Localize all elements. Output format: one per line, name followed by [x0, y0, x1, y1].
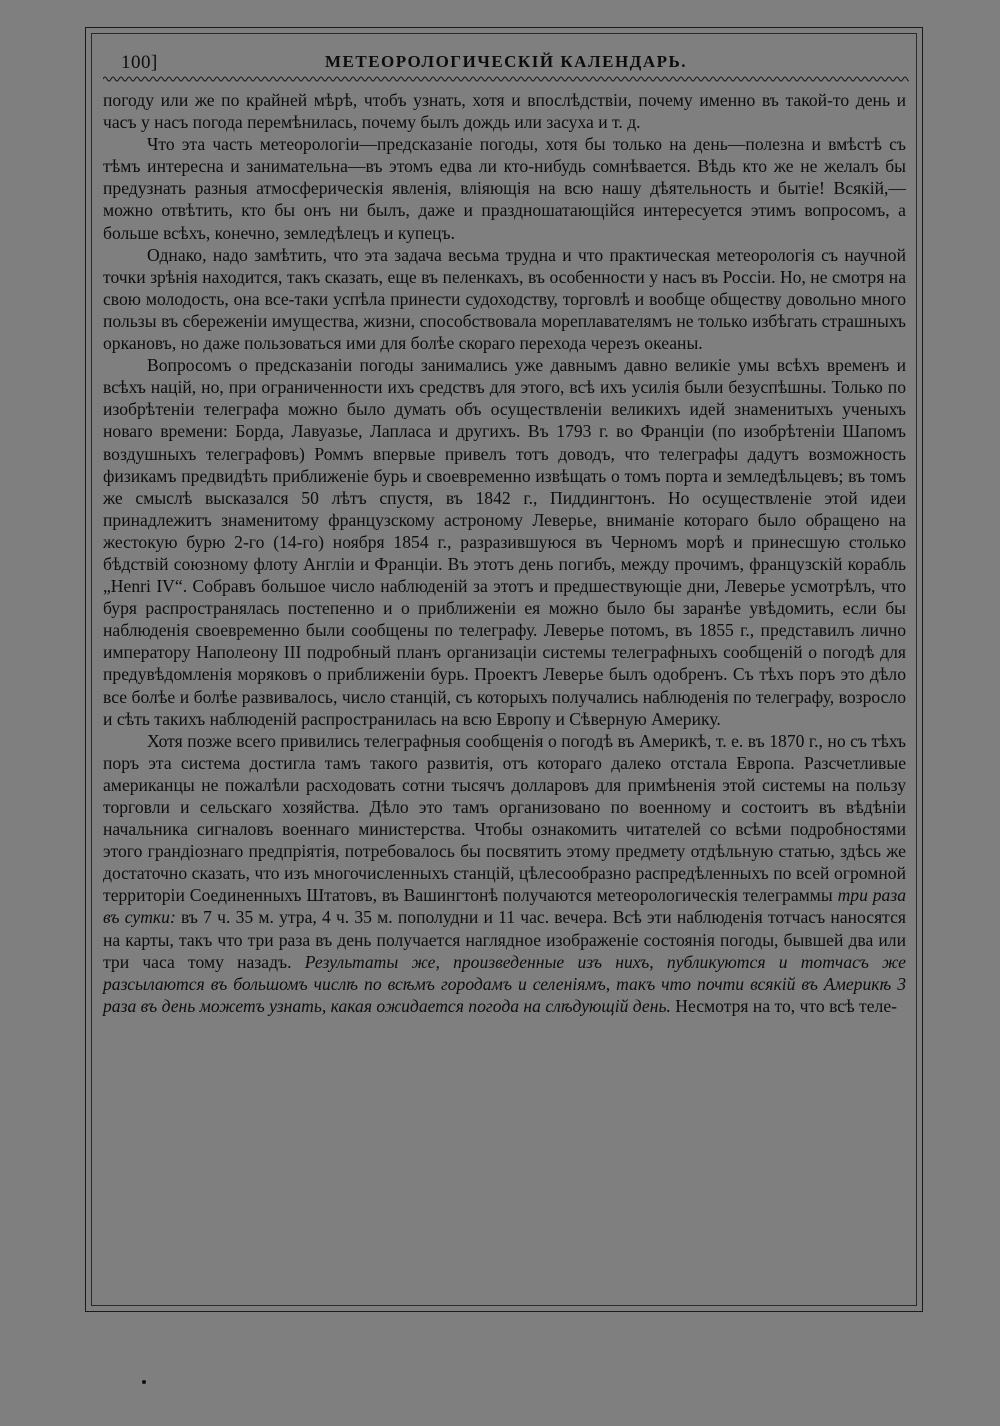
paragraph: Вопросомъ о предсказаніи погоды занимались уже давнымъ давно великіе умы всѣхъ временъ и всѣхъ націй, но, при ограниченности ихъ средствъ для этого, всѣ ихъ усилія были безуспѣшны. Только по изобрѣтеніи телеграфа можно было думать объ осуществленіи великихъ идей знаменитыхъ ученыхъ новаго времени: Борда, Лавуазье, Лапласа и другихъ. Въ 1793 г. во Франціи (по изобрѣтеніи Шапомъ воздушныхъ телеграфовъ) Роммъ впервые привелъ тотъ доводъ, что телеграфы дадутъ возможность физикамъ предвидѣть приближеніе бурь и своевременно извѣщать о томъ порта и земледѣльцевъ; въ томъ же смыслѣ высказался 50 лѣтъ спустя, въ 1842 г., Пиддингтонъ. Но осуществленіе этой идеи принадлежитъ знаменитому французскому астроному Леверье, вниманіе котораго было обращено на жестокую бурю 2-го (14-го) ноября 1854 г., разразившуюся въ Черномъ морѣ и принесшую столько бѣдствій союзному флоту Англіи и Франціи. Въ этотъ день погибъ, между прочимъ, французскій корабль „Henri IV“. Собравъ большое число наблюденій за этотъ и предшествующіе дни, Леверье усмотрѣлъ, что буря распространялась постепенно и о приближеніи ея можно было бы заранѣе увѣдомить, если бы наблюденія своевременно были сообщены по телеграфу. Леверье потомъ, въ 1855 г., представилъ лично императору Наполеону III подробный планъ организаціи системы телеграфныхъ сообщеній о погодѣ для предувѣдомленія моряковъ о приближеніи бурь. Проектъ Леверье былъ одобренъ. Съ тѣхъ поръ это дѣло все болѣе и болѣе развивалось, число станцій, съ которыхъ получались наблюденія по телеграфу, возросло и сѣть такихъ наблюденій распространилась на всю Европу и Сѣверную Америку.: [103, 355, 906, 729]
speck-mark: [142, 1380, 146, 1384]
page-number: 100]: [121, 52, 158, 73]
paragraph: Однако, надо замѣтить, что эта задача весьма трудна и что практическая метеорологія съ научной точки зрѣнія находится, такъ сказать, еще въ пеленкахъ, въ особенности у насъ въ Россіи. Но, не смотря на свою молодость, она все-таки успѣла принести судоходству, торговлѣ и вообще обществу довольно много пользы въ сбереженіи имущества, жизни, способствовала мореплавателямъ не только избѣгать страшныхъ оркановъ, но даже пользоваться ими для болѣе скораго перехода черезъ океаны.: [103, 244, 906, 354]
paragraph-text: Несмотря на то, что всѣ теле-: [670, 995, 897, 1016]
paragraph: [103, 730, 906, 1017]
body-text: [103, 89, 906, 1017]
running-title: МЕТЕОРОЛОГИЧЕСКІЙ КАЛЕНДАРЬ.: [324, 52, 688, 71]
paragraph-text: въ 7 ч. 35 м. утра, 4 ч. 35 м. пополудни и 11 час. вечера. Всѣ эти наблюденія тотчасъ наносятся на карты, такъ что три раза въ день получается наглядное изображеніе состоянія погоды, бывшей два или три часа тому назадъ.: [103, 907, 906, 972]
italic-emphasis: Результаты же, произведенные изъ нихъ, публикуются и тотчасъ же разсылаются въ большомъ числѣ по всѣмъ городамъ и селеніямъ, такъ что почти всякій въ Америкѣ 3 раза въ день можетъ узнать, какая ожидается погода на слѣдующій день.: [103, 951, 906, 1016]
wavy-rule-divider: [103, 74, 909, 84]
paragraph-continued: погоду или же по крайней мѣрѣ, чтобъ узнать, хотя и впослѣдствіи, почему именно въ такой-то день и часъ у насъ погода перемѣнилась, почему былъ дождь или засуха и т. д.: [103, 90, 906, 133]
italic-emphasis: три раза въ сутки:: [103, 885, 906, 928]
paragraph-text: Хотя позже всего привились телеграфныя сообщенія о погодѣ въ Америкѣ, т. е. въ 1870 г., но съ тѣхъ поръ эта система достигла тамъ такого развитія, отъ котораго далеко отстала Европа. Разсчетливые американцы не пожалѣли расходовать сотни тысячъ долларовъ для примѣненія этой системы на пользу торговли и сельскаго хозяйства. Дѣло это тамъ организовано по военному и состоитъ въ вѣдѣніи начальника сигналовъ военнаго министерства. Чтобы ознакомить читателей со всѣми подробностями этого грандіознаго предпріятія, потребовалось бы посвятить этому предмету отдѣльную статью, здѣсь же достаточно сказать, что изъ многочисленныхъ станцій, цѣлесообразно распредѣленныхъ по всей огромной территоріи Соединенныхъ Штатовъ, въ Вашингтонѣ получаются метеорологическія телеграммы: [103, 730, 906, 906]
paragraph: Что эта часть метеорологіи—предсказаніе погоды, хотя бы только на день—полезна и вмѣстѣ съ тѣмъ интересна и занимательна—въ этомъ едва ли кто-нибудь сомнѣвается. Вѣдь кто же не желалъ бы предузнать разныя атмосферическія явленія, вліяющія на всю нашу дѣятельность и бытіе! Всякій,—можно отвѣтить, кто бы онъ ни былъ, даже и праздношатающійся интересуется этимъ вопросомъ, а больше всѣхъ, конечно, земледѣлецъ и купецъ.: [103, 134, 906, 243]
page-header: [103, 44, 909, 76]
